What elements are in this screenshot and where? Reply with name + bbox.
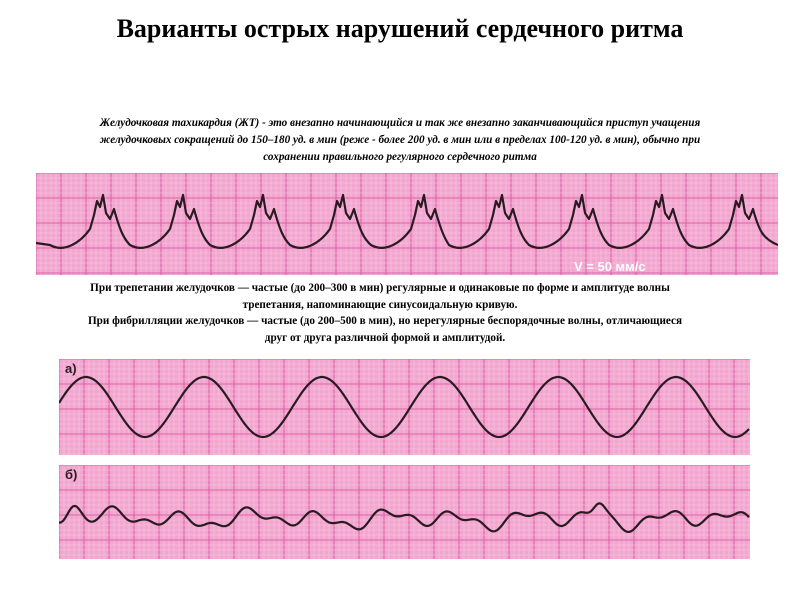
flutter-line-1: При трепетании желудочков — частые (до 200–300 в мин) регулярные и одинаковые по форме и амплитуде волны [90,282,670,294]
vt-line-3: сохранении правильного регулярного сердечного ритма [263,151,537,163]
fibrillation-line-1: При фибрилляции желудочков — частые (до 200–500 в мин), но нерегулярные беспорядочные волны, отличающиеся [87,315,683,327]
page-title: Варианты острых нарушений сердечного ритма [116,14,684,43]
vt-description [20,115,780,166]
fibrillation-label: б) [65,467,78,482]
fibrillation-line-2: друг от друга различной формой и амплитудой. [264,332,506,344]
fibrillation-description [20,313,750,347]
flutter-label: а) [65,361,77,376]
vt-line-2: желудочковых сокращений до 150–180 уд. в мин (реже - более 200 уд. в мин или в пределах 100-120 уд. в мин), обычно при [99,134,701,146]
vt-ecg-strip [36,173,778,275]
vt-line-1: Желудочковая тахикардия (ЖТ) - это внезапно начинающийся и так же внезапно заканчивающийся приступ учащения [99,117,701,129]
fibrillation-ecg-strip [59,465,750,559]
flutter-description [20,280,740,314]
flutter-ecg-strip [59,359,750,455]
flutter-line-2: трепетания, напоминающие синусоидальную кривую. [242,299,518,311]
speed-label: V = 50 мм/с [574,259,646,274]
vt-grid-bg [36,173,778,275]
